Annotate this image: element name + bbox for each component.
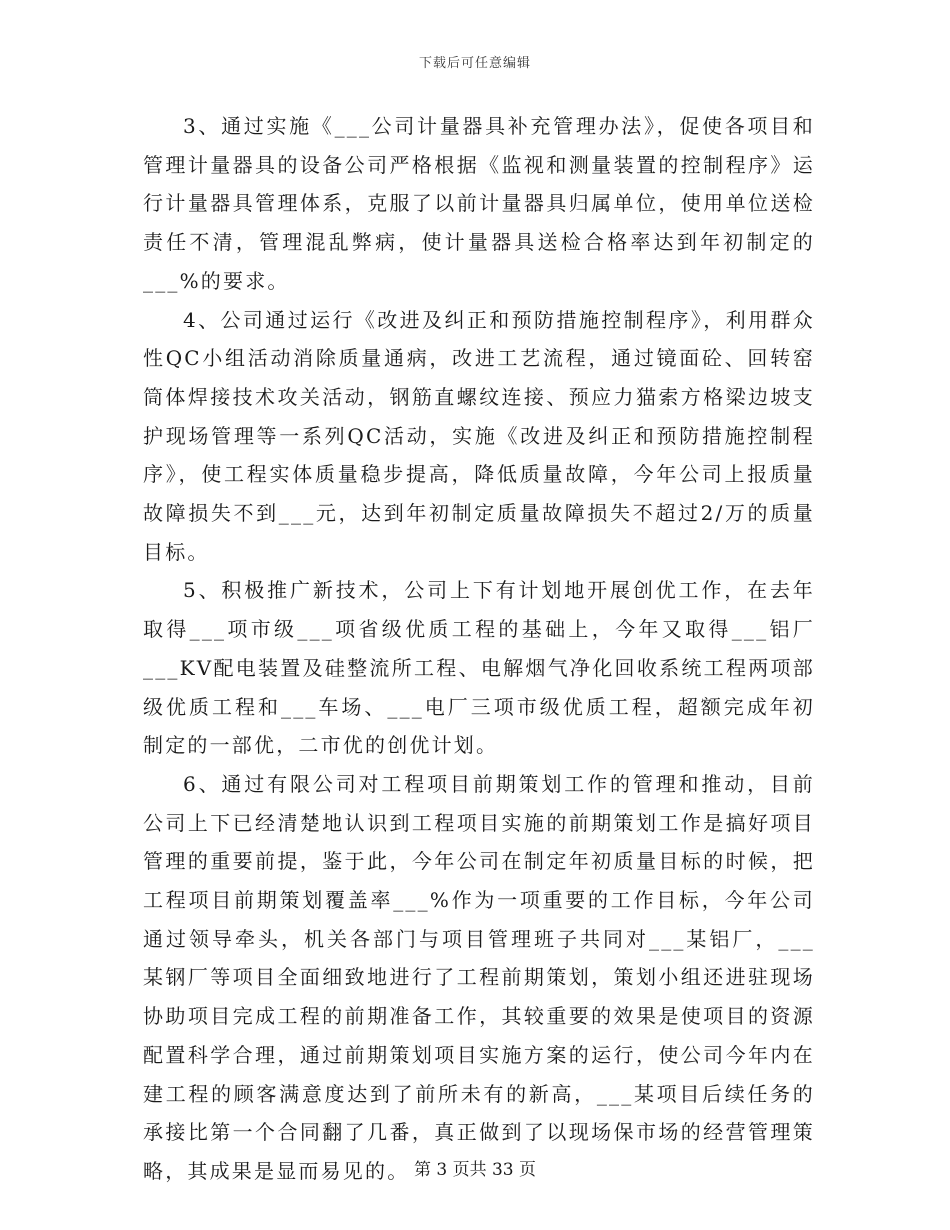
document-body: [143, 107, 815, 1191]
paragraph-item-6: 6、通过有限公司对工程项目前期策划工作的管理和推动，目前公司上下已经清楚地认识到工程项目实施的前期策划工作是搞好项目管理的重要前提，鉴于此，今年公司在制定年初质量目标的时候，把工程项目前期策划覆盖率___%作为一项重要的工作目标，今年公司通过领导牵头，机关各部门与项目管理班子共同对___某铝厂，___某钢厂等项目全面细致地进行了工程前期策划，策划小组还进驻现场协助项目完成工程的前期准备工作，其较重要的效果是使项目的资源配置科学合理，通过前期策划项目实施方案的运行，使公司今年内在建工程的顾客满意度达到了前所未有的新高，___某项目后续任务的承接比第一个合同翻了几番，真正做到了以现场保市场的经营管理策略，其成果是显而易见的。: [143, 771, 815, 1183]
paragraph-item-5: 5、积极推广新技术，公司上下有计划地开展创优工作，在去年取得___项市级___项省级优质工程的基础上，今年又取得___铝厂___KV配电装置及硅整流所工程、电解烟气净化回收系统工程两项部级优质工程和___车场、___电厂三项市级优质工程，超额完成年初制定的一部优，二市优的创优计划。: [143, 578, 815, 758]
paragraph-item-4: 4、公司通过运行《改进及纠正和预防措施控制程序》，利用群众性QC小组活动消除质量通病，改进工艺流程，通过镜面砼、回转窑筒体焊接技术攻关活动，钢筋直螺纹连接、预应力猫索方格梁边坡支护现场管理等一系列QC活动，实施《改进及纠正和预防措施控制程序》，使工程实体质量稳步提高，降低质量故障，今年公司上报质量故障损失不到___元，达到年初制定质量故障损失不超过2/万的质量目标。: [143, 307, 815, 564]
page-header: 下载后可任意编辑: [418, 56, 531, 71]
page-number-footer: 第 3 页共 33 页: [413, 1160, 537, 1180]
paragraph-item-3: 3、通过实施《___公司计量器具补充管理办法》，促使各项目和管理计量器具的设备公司严格根据《监视和测量装置的控制程序》运行计量器具管理体系，克服了以前计量器具归属单位，使用单位送检责任不清，管理混乱弊病，使计量器具送检合格率达到年初制定的___%的要求。: [143, 114, 815, 293]
